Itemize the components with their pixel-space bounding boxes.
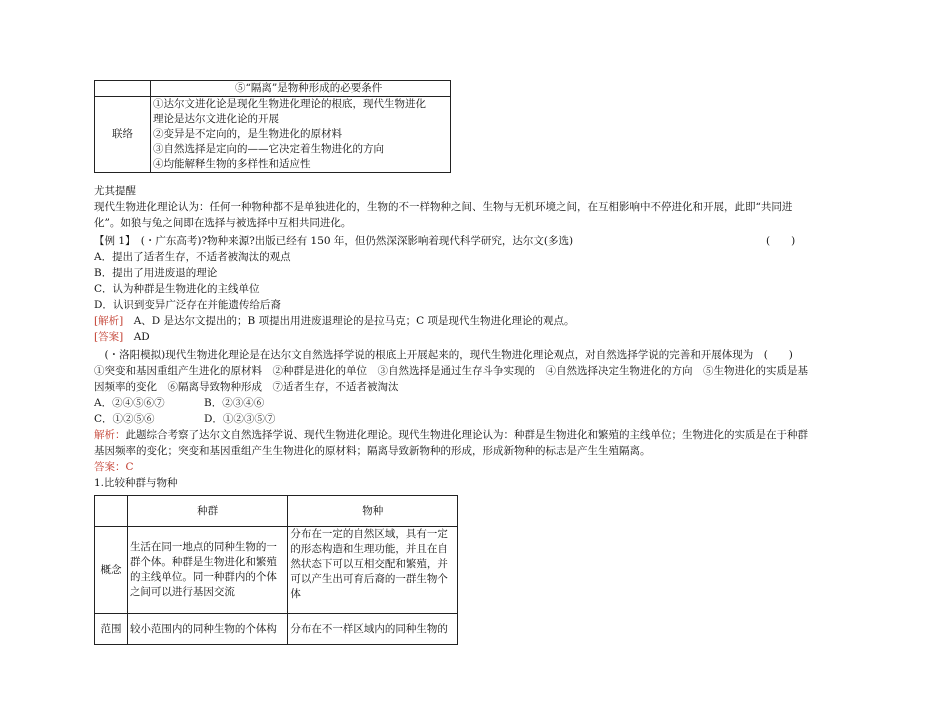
analysis-line bbox=[94, 313, 864, 329]
options-row-2 bbox=[94, 411, 864, 427]
option-b: B．提出了用进废退的理论 bbox=[94, 267, 218, 279]
analysis-line-2: 基因频率的变化；突变和基因重组产生生物进化的原材料；隔离导致新物种的形成，形成新物种的标志是产生生殖隔离。 bbox=[94, 445, 651, 457]
link-line: ③自然选择是定向的——它决定着生物进化的方向 bbox=[153, 143, 384, 155]
answer-blank: ( ) bbox=[766, 235, 796, 247]
cell-line: 可以产生出可育后裔的一群生物个 bbox=[290, 573, 448, 585]
option-a: A．②④⑤⑥⑦ bbox=[94, 397, 165, 409]
analysis-label: 解析： bbox=[94, 429, 126, 441]
option-d: D．认识到变异广泛存在并能遗传给后裔 bbox=[94, 299, 281, 311]
link-line: ④均能解释生物的多样性和适应性 bbox=[153, 158, 311, 170]
concept-species bbox=[288, 527, 458, 614]
concept-label: 概念 bbox=[95, 527, 128, 614]
header-species: 物种 bbox=[288, 496, 458, 527]
range-population: 较小范围内的同种生物的个体构 bbox=[127, 614, 287, 645]
tip-title: 尤其提醒 bbox=[94, 185, 136, 197]
items-line: ①突变和基因重组产生进化的原材料 ②种群是进化的单位 ③自然选择是通过生存斗争实现的 ④自然选择决定生物进化的方向 ⑤生物进化的实质是基 bbox=[94, 365, 808, 377]
link-line: 理论是达尔文进化论的开展 bbox=[153, 113, 279, 125]
option-a: A．提出了适者生存，不适者被淘汰的观点 bbox=[94, 251, 291, 263]
analysis-label: [解析] bbox=[94, 315, 124, 327]
section-title: 1.比较种群与物种 bbox=[94, 477, 178, 489]
option-c: C．认为种群是生物进化的主线单位 bbox=[94, 283, 260, 295]
range-label: 范围 bbox=[95, 614, 128, 645]
example-1-stem: 【例 1】 (・广东高考)?物种来源?出版已经有 150 年，但仍然深深影响着现代科学研究，达尔文(多选) bbox=[94, 235, 574, 247]
cell-line: 的形态构造和生理功能，并且在自 bbox=[290, 543, 448, 555]
analysis-line bbox=[94, 427, 864, 443]
answer-text: C bbox=[125, 461, 134, 473]
option-d: D．①②③⑤⑦ bbox=[204, 413, 276, 425]
answer-label: 答案： bbox=[94, 461, 126, 473]
answer-line bbox=[94, 459, 864, 475]
cell-line: 体 bbox=[290, 588, 301, 600]
cell-line: 群个体。种群是生物进化和繁殖 bbox=[129, 556, 277, 568]
header-population: 种群 bbox=[127, 496, 287, 527]
answer-label: [答案] bbox=[94, 331, 124, 343]
items-line: 因频率的变化 ⑥隔离导致物种形成 ⑦适者生存，不适者被淘汰 bbox=[94, 381, 399, 393]
cell-line: 然状态下可以互相交配和繁殖，并 bbox=[290, 558, 448, 570]
option-b: B．②③④⑥ bbox=[204, 397, 265, 409]
example-2-stem: (・洛阳模拟)现代生物进化理论是在达尔文自然选择学说的根底上开展起来的，现代生物进化理论观点，对自然选择学说的完善和开展体现为 ( ) bbox=[94, 349, 793, 361]
cell-line: 之间可以进行基因交流 bbox=[129, 586, 235, 598]
link-label-cell bbox=[95, 97, 151, 173]
tip-section bbox=[94, 183, 864, 231]
comparison-table-top bbox=[94, 80, 451, 173]
table-cell-empty bbox=[95, 81, 151, 97]
tip-line: 化”。如狼与兔之间即在选择与被选择中互相共同进化。 bbox=[94, 217, 352, 229]
example-2 bbox=[94, 347, 864, 491]
cell-line: 分布在一定的自然区域，具有一定 bbox=[290, 528, 448, 540]
isolation-text: ⑤“隔离”是物种形成的必要条件 bbox=[235, 82, 383, 94]
link-content-cell bbox=[151, 97, 451, 173]
answer-text: AD bbox=[123, 331, 150, 343]
analysis-text: 此题综合考察了达尔文自然选择学说、现代生物进化理论。现代生物进化理论认为：种群是生物进化和繁殖的主线单位；生物进化的实质是在于种群 bbox=[125, 429, 808, 441]
cell-line: 生活在同一地点的同种生物的一 bbox=[129, 541, 277, 553]
link-line: ①达尔文进化论是现化生物进化理论的根底，现代生物进化 bbox=[153, 98, 426, 110]
options-row-1 bbox=[94, 395, 864, 411]
link-line: ②变异是不定向的，是生物进化的原材料 bbox=[153, 128, 342, 140]
tip-line: 现代生物进化理论认为：任何一种物种都不是单独进化的，生物的不一样物种之间、生物与无机环境之间，在互相影响中不停进化和开展，此即“共同进 bbox=[94, 201, 793, 213]
option-c: C．①②⑤⑥ bbox=[94, 413, 155, 425]
analysis-text: A、D 是达尔文提出的；B 项提出用进废退理论的是拉马克；C 项是现代生物进化理论的观点。 bbox=[123, 315, 575, 327]
example-1 bbox=[94, 233, 864, 345]
table-cell-isolation bbox=[151, 81, 451, 97]
range-species: 分布在不一样区域内的同种生物的 bbox=[288, 614, 458, 645]
concept-population bbox=[127, 527, 287, 614]
table-cell-empty bbox=[95, 496, 128, 527]
cell-line: 的主线单位。同一种群内的个体 bbox=[129, 571, 277, 583]
link-label: 联络 bbox=[112, 128, 133, 140]
population-species-table bbox=[94, 495, 458, 645]
answer-line bbox=[94, 329, 864, 345]
